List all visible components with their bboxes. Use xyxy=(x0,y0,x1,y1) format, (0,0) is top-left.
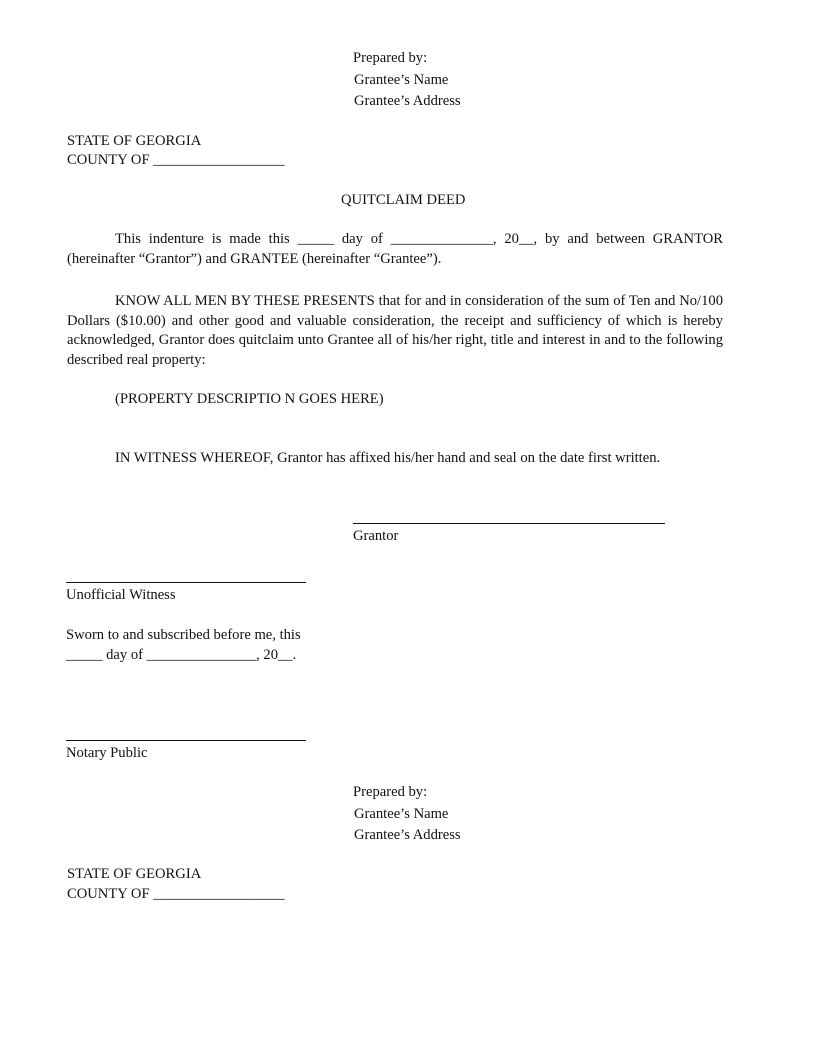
witness-label: Unofficial Witness xyxy=(66,587,176,603)
document-title: QUITCLAIM DEED xyxy=(341,192,466,208)
prepared-by-label: Prepared by: xyxy=(353,50,428,66)
county-line: COUNTY OF __________________ xyxy=(67,152,285,168)
grantee-address: Grantee’s Address xyxy=(354,93,461,109)
consideration-paragraph: KNOW ALL MEN BY THESE PRESENTS that for and in consideration of the sum of Ten and No/100 Dollars ($10.00) and other good and valuable consideration, the receipt and sufficiency of which is hereby acknowledged, Grantor does quitclaim unto Grantee all of his/her right, title and interest in and to the following described real property: xyxy=(67,293,723,368)
grantee-address-2: Grantee’s Address xyxy=(354,827,461,843)
witness-clause: IN WITNESS WHEREOF, Grantor has affixed his/her hand and seal on the date first written. xyxy=(115,450,661,466)
notary-label: Notary Public xyxy=(66,745,148,761)
prepared-by-label-2: Prepared by: xyxy=(353,784,428,800)
sworn-line-2: _____ day of _______________, 20__. xyxy=(66,647,297,663)
grantee-name: Grantee’s Name xyxy=(354,72,449,88)
sworn-line-1: Sworn to and subscribed before me, this xyxy=(66,627,301,643)
grantor-label: Grantor xyxy=(353,528,399,544)
state-line: STATE OF GEORGIA xyxy=(67,133,202,149)
grantor-signature-line[interactable] xyxy=(353,523,665,524)
grantee-name-2: Grantee’s Name xyxy=(354,806,449,822)
witness-signature-line[interactable] xyxy=(66,582,306,583)
notary-signature-line[interactable] xyxy=(66,740,306,741)
property-description: (PROPERTY DESCRIPTIO N GOES HERE) xyxy=(115,391,384,407)
county-line-2: COUNTY OF __________________ xyxy=(67,886,285,902)
state-line-2: STATE OF GEORGIA xyxy=(67,866,202,882)
indenture-paragraph: This indenture is made this _____ day of ______________, 20__, by and between GRANTOR (hereinafter “Grantor”) and GRANTEE (hereinafter “Grantee”). xyxy=(67,231,723,267)
